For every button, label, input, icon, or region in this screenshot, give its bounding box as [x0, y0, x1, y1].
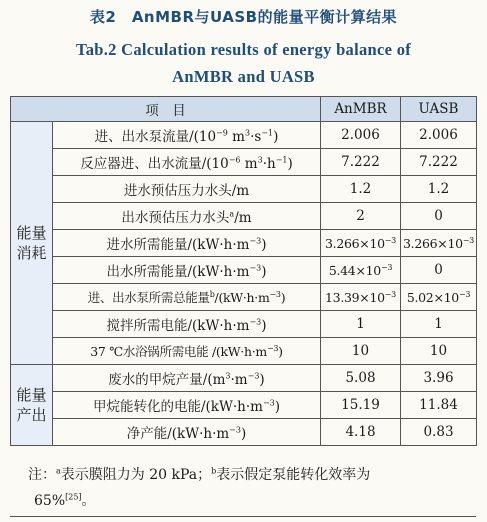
note-text-a: 表示膜阻力为 20 kPa；	[60, 467, 212, 483]
header-uasb: UASB	[401, 97, 477, 122]
table-row	[11, 338, 477, 365]
table-row	[11, 419, 477, 446]
header-item: 项 目	[11, 97, 321, 122]
table-caption-en-line1: Tab.2 Calculation results of energy balance of	[75, 40, 412, 59]
row-value-anmbr: 10	[321, 338, 401, 365]
energy-balance-table	[10, 96, 477, 446]
row-value-uasb: 0.83	[401, 419, 477, 446]
row-value-anmbr: 5.08	[321, 365, 401, 392]
row-value-uasb: 3.96	[401, 365, 477, 392]
table-row	[11, 122, 477, 149]
note-reference: [25]	[65, 492, 82, 502]
row-value-anmbr: $5.44\times 10^{-3}$	[321, 257, 401, 284]
note-text-b: 表示假定泵能转化效率为	[216, 467, 371, 483]
row-value-uasb: 0	[401, 203, 477, 230]
row-value-anmbr: 7.222	[321, 149, 401, 176]
row-value-anmbr: 1	[321, 311, 401, 338]
row-value-anmbr: 15.19	[321, 392, 401, 419]
group-label-production: 能量产出	[11, 365, 53, 446]
row-value-anmbr: 4.18	[321, 419, 401, 446]
row-item: 反应器进、出水流量$/(10^{-6}$ $m^3\cdot h^{-1}$)	[53, 149, 321, 176]
note-text-c: 65%	[34, 493, 66, 509]
row-value-uasb: 1.2	[401, 176, 477, 203]
table-row	[11, 311, 477, 338]
table-row	[11, 230, 477, 257]
note-label: 注：	[28, 467, 56, 483]
row-value-anmbr: 1.2	[321, 176, 401, 203]
row-value-uasb: 0	[401, 257, 477, 284]
row-value-uasb: 1	[401, 311, 477, 338]
row-item: 废水的甲烷产量$/(m^3\cdot m^{-3})$	[53, 365, 321, 392]
row-item: 进、出水泵所需总能量$^b/(kW\cdot h\cdot m^{-3})$	[53, 284, 321, 311]
row-value-uasb: $3.266\times 10^{-3}$	[401, 230, 477, 257]
row-item: 进水预估压力水头/m	[53, 176, 321, 203]
row-item: 甲烷能转化的电能$/(kW\cdot h\cdot m^{-3})$	[53, 392, 321, 419]
table-row	[11, 149, 477, 176]
table-caption-en-line2: AnMBR and UASB	[172, 67, 315, 86]
row-item: 出水预估压力水头$^a$/m	[53, 203, 321, 230]
row-value-anmbr: $3.266\times 10^{-3}$	[321, 230, 401, 257]
row-value-uasb: 10	[401, 338, 477, 365]
row-value-anmbr: 2	[321, 203, 401, 230]
table-caption-cn: 表2 AnMBR与UASB的能量平衡计算结果	[89, 8, 398, 26]
table-header-row	[11, 97, 477, 122]
row-item: 搅拌所需电能$/(kW\cdot h\cdot m^{-3})$	[53, 311, 321, 338]
row-value-uasb: 2.006	[401, 122, 477, 149]
table-row	[11, 284, 477, 311]
table-row	[11, 257, 477, 284]
row-item: 出水所需能量$/(kW\cdot h\cdot m^{-3})$	[53, 257, 321, 284]
table-row	[11, 176, 477, 203]
table-row	[11, 392, 477, 419]
table-row	[11, 203, 477, 230]
row-value-uasb: $5.02\times 10^{-3}$	[401, 284, 477, 311]
group-label-consumption: 能量消耗	[11, 122, 53, 365]
table-caption-en	[0, 36, 487, 90]
row-value-anmbr: 2.006	[321, 122, 401, 149]
row-item: 37 ℃水浴锅所需电能 $/(kW\cdot h\cdot m^{-3})$	[53, 338, 321, 365]
row-value-anmbr: $13.39\times 10^{-3}$	[321, 284, 401, 311]
row-value-uasb: 11.84	[401, 392, 477, 419]
row-item: 进、出水泵流量$/(10^{-9}$ $m^3\cdot s^{-1}$)	[53, 122, 321, 149]
header-anmbr: AnMBR	[321, 97, 401, 122]
table-note: 注：$^a$表示膜阻力为 20 kPa；$^b$表示假定泵能转化效率为 65%[25]。	[10, 459, 476, 517]
row-item: 进水所需能量$/(kW\cdot h\cdot m^{-3})$	[53, 230, 321, 257]
row-item: 净产能$/(kW\cdot h\cdot m^{-3})$	[53, 419, 321, 446]
table-row	[11, 365, 477, 392]
row-value-uasb: 7.222	[401, 149, 477, 176]
